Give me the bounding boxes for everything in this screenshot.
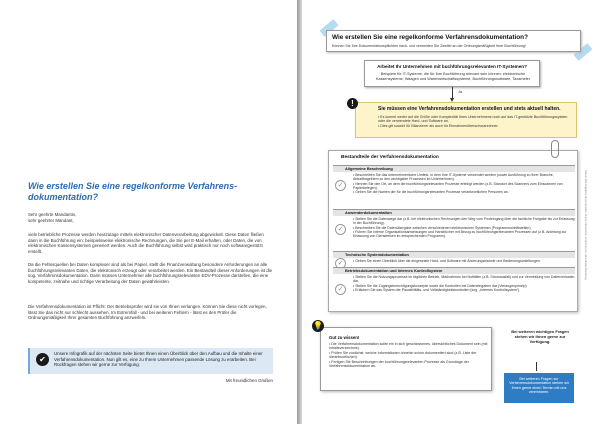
paperclip-icon [551, 140, 559, 158]
tip-title: Gut zu wissen! [329, 335, 360, 340]
section-body [333, 258, 575, 267]
yes-label: Ja [458, 90, 463, 94]
tip-list [329, 342, 489, 368]
section-operations [333, 267, 575, 292]
check-circle-icon: ✓ [335, 284, 346, 295]
section-title: Betriebsdokumentation und Internes Kontrollsystem [333, 268, 575, 274]
list-item: • Prüfen Sie zunächst, welche Informationen ohnehin schon dokumentiert sind (z.B. Liste der Verantwortlichen). [329, 350, 477, 360]
section-title: Allgemeine Beschreibung [333, 166, 575, 172]
list-item: • Stellen Sie die Datenwege dar (z.B. bei elektronischen Rechnungen den Weg vom Posteingang über die fachliche Freigabe bis zur Erfassung in der Buchführung). [353, 217, 575, 226]
components-title: Bestandteile der Verfahrensdokumentation [341, 155, 439, 160]
components-box [328, 150, 578, 312]
callout-text: Unsere Infografik auf der nächsten Seite bietet Ihnen einen Überblick über den Aufbau und die Inhalte einer Verfahrensdokumentation. Nun gilt es, eine zu Ihrem Unternehmen passende Lösung zu erarbeiten. Bei Rückfragen stehen wir gerne zur Verfügung. [54, 351, 263, 368]
contact-note: Bei weiteren wichtigen Fragen stehen wir Ihnen gerne zur Verfügung. [511, 329, 569, 344]
section-title: Anwenderdokumentation [333, 210, 575, 216]
infographic-title: Wie erstellen Sie eine regelkonforme Verfahrensdokumentation? [332, 34, 528, 41]
paragraph-1: viele betriebliche Prozesse werden heutzutage mittels elektronischer Datenverarbeitung abgewickelt. Diese Daten fließen dann in die Buchführung ein: beispielsweise elektronische Rechnungen, die Sie per E-Mail erhalten, oder Daten, die von elektronischen Kassensystemen generiert werden. Auch die Buchführung selbst wird praktisch nur noch softwaregestützt erstellt. [28, 232, 264, 254]
list-item: • Dies gilt sowohl für Bilanzierer als auch für Einnahmenüberschussrechner. [378, 123, 499, 128]
signoff: Mit freundlichen Grüßen [225, 378, 273, 383]
list-item: • Nennen Sie den Ort, an dem die buchführungsrelevanten Prozesse erledigt werden (z.B. Standort des Scanners zum Einscannen von Papierbelegen). [353, 181, 563, 190]
paragraph-3: Die Verfahrensdokumentation ist Pflicht: Der Betriebsprüfer wird sie von Ihnen verlangen. Können Sie diese nicht vorlegen, lässt Sie das nicht nur schlecht aussehen. Im Extremfall - und bei weiteren Fehlern - lässt es den Prüfer die Ordnungsmäßigkeit Ihrer gesamten Buchführung anzweifeln. [28, 304, 267, 321]
infografik-callout [28, 348, 273, 374]
checkmark-icon: ✔ [36, 353, 49, 366]
check-circle-icon: ✓ [335, 224, 346, 235]
list-item: • Geben Sie einen Überblick über die eingesetzte Hard- und Software mit Änderungshistorie und Bedienungsanleitungen. [353, 259, 541, 263]
salutation-line-1: Sehr geehrte Mandantin, [28, 212, 77, 217]
infographic-header [326, 30, 581, 52]
disclaimer-vertical: Stand: Alle Angaben ohne Gewähr. Diese Information ersetzt keine individuelle Beratung. [584, 170, 588, 281]
section-body [333, 216, 575, 238]
section-general [333, 165, 575, 194]
list-item: • Beschreiben Sie die Datenübergabe zwischen verschiedenen elektronischen Systemen (Programmschnittstellen). [353, 225, 532, 230]
obligation-list [378, 115, 574, 128]
exclamation-icon: ! [347, 98, 358, 109]
page-title: Wie erstellen Sie eine regelkonforme Verfahrens-dokumentation? [28, 181, 238, 202]
list-item: • Fertigen Sie Beschreibungen der buchführungsrelevanten Prozesse als Grundlage der Verfahrensdokumentation an. [329, 359, 469, 369]
left-page [0, 0, 297, 424]
contact-arrow [536, 362, 537, 371]
section-title: Technische Systemdokumentation [333, 252, 575, 258]
list-item: • Die Verfahrensdokumentation sollte ein in sich geschlossenes, übersichtliches Dokument sein (mit Inhaltsverzeichnis). [329, 342, 488, 351]
obligation-box [355, 102, 577, 138]
list-item: • Führen Sie interne Organisationsanweisungen und Handbücher mit Bezug zu buchführungsrelevanten Prozessen auf (z.B. Anleitung zur Erfassung von Dienstreisen im entsprechenden Programm). [353, 229, 567, 239]
list-item: • Stellen Sie die Zugangsberechtigungskonzepte sowie die Kontrollen bei Dateneingaben dar (Vieraugenprinzip). [353, 283, 528, 288]
question-text: Beispiele für IT-Systeme, die für Ihre Buchführung relevant sein können: elektronische Kassensysteme, Waagen und Warenwirtschaftssysteme, Buchführungssoftware, Taxameter [375, 72, 531, 81]
section-user-docs [333, 209, 575, 238]
infographic-subtitle: Können Sie Ihre Dokumentationspflichten nach- und vermeiden Sie Zweifel an der Ordnungsmäßigkeit Ihrer Buchführung! [332, 44, 526, 48]
salutation-line-2: sehr geehrter Mandant, [28, 218, 74, 223]
question-title: Arbeitet Ihr Unternehmen mit buchführungsrelevanten IT-Systemen? [377, 64, 527, 69]
obligation-title: Sie müssen eine Verfahrensdokumentation erstellen und stets aktuell halten. [378, 106, 561, 112]
section-body [333, 172, 575, 194]
check-circle-icon: ✓ [335, 258, 346, 269]
contact-box: Bei weiteren Fragen zur Verfahrensdokumentation stehen wir Ihnen gerne einen Termin mit uns vereinbaren. [504, 373, 574, 403]
section-tech-docs [333, 251, 575, 267]
list-item: • Beschreiben Sie das unternehmerische Umfeld, in dem Ihre IT-Systeme verwendet werden (sowie Ausführung zu Ihrer Branche, Abbaltbagetriem zu den wichtigsten Prozessen im Unternehmen). [353, 173, 554, 182]
list-item: • Stellen Sie die Nutzungsprozesse im täglichen Betrieb, Maßnahmen bei Notfällen (z.B. Stromausfall) und zur Vermeidung von Datenverlusten dar. [353, 275, 575, 284]
list-item: • Erläutern Sie das System der Plausibilitäts- und Vollständigkeitskontrollen (sog. „Internes Kontrollsystem“). [353, 287, 521, 292]
tip-box [320, 327, 492, 391]
lightbulb-icon: 💡 [313, 321, 323, 330]
list-item: • Es kommt weder auf die Größe oder Komplexität Ihres Unternehmens noch auf das IT-gestützte Buchführungssystem oder die verwendete Hard- und Software an. [378, 115, 568, 124]
list-item: • Geben Sie die Namen der für die buchführungsrelevanten Prozesse verantwortlichen Personen an. [353, 190, 509, 195]
question-box [364, 60, 540, 87]
section-body [333, 274, 575, 292]
right-page [302, 0, 600, 424]
check-circle-icon: ✓ [335, 180, 346, 191]
paragraph-2: Da die Fehlerquellen bei Daten komplexer sind als bei Papier, stellt die Finanzverwaltung besondere Anforderungen an alle buchführungsrelevanten Daten, die elektronisch erzeugt oder verarbeitet werden. Ein Bestandteil dieser Anforderungen ist die sog. Verfahrensdokumentation. Darin müssen Unternehmer alle buchführungsrelevanten EDV-Prozesse darstellen, die eine kompetente, zeitnahe und richtige Verarbeitung der Daten gewährleisten. [28, 262, 273, 284]
